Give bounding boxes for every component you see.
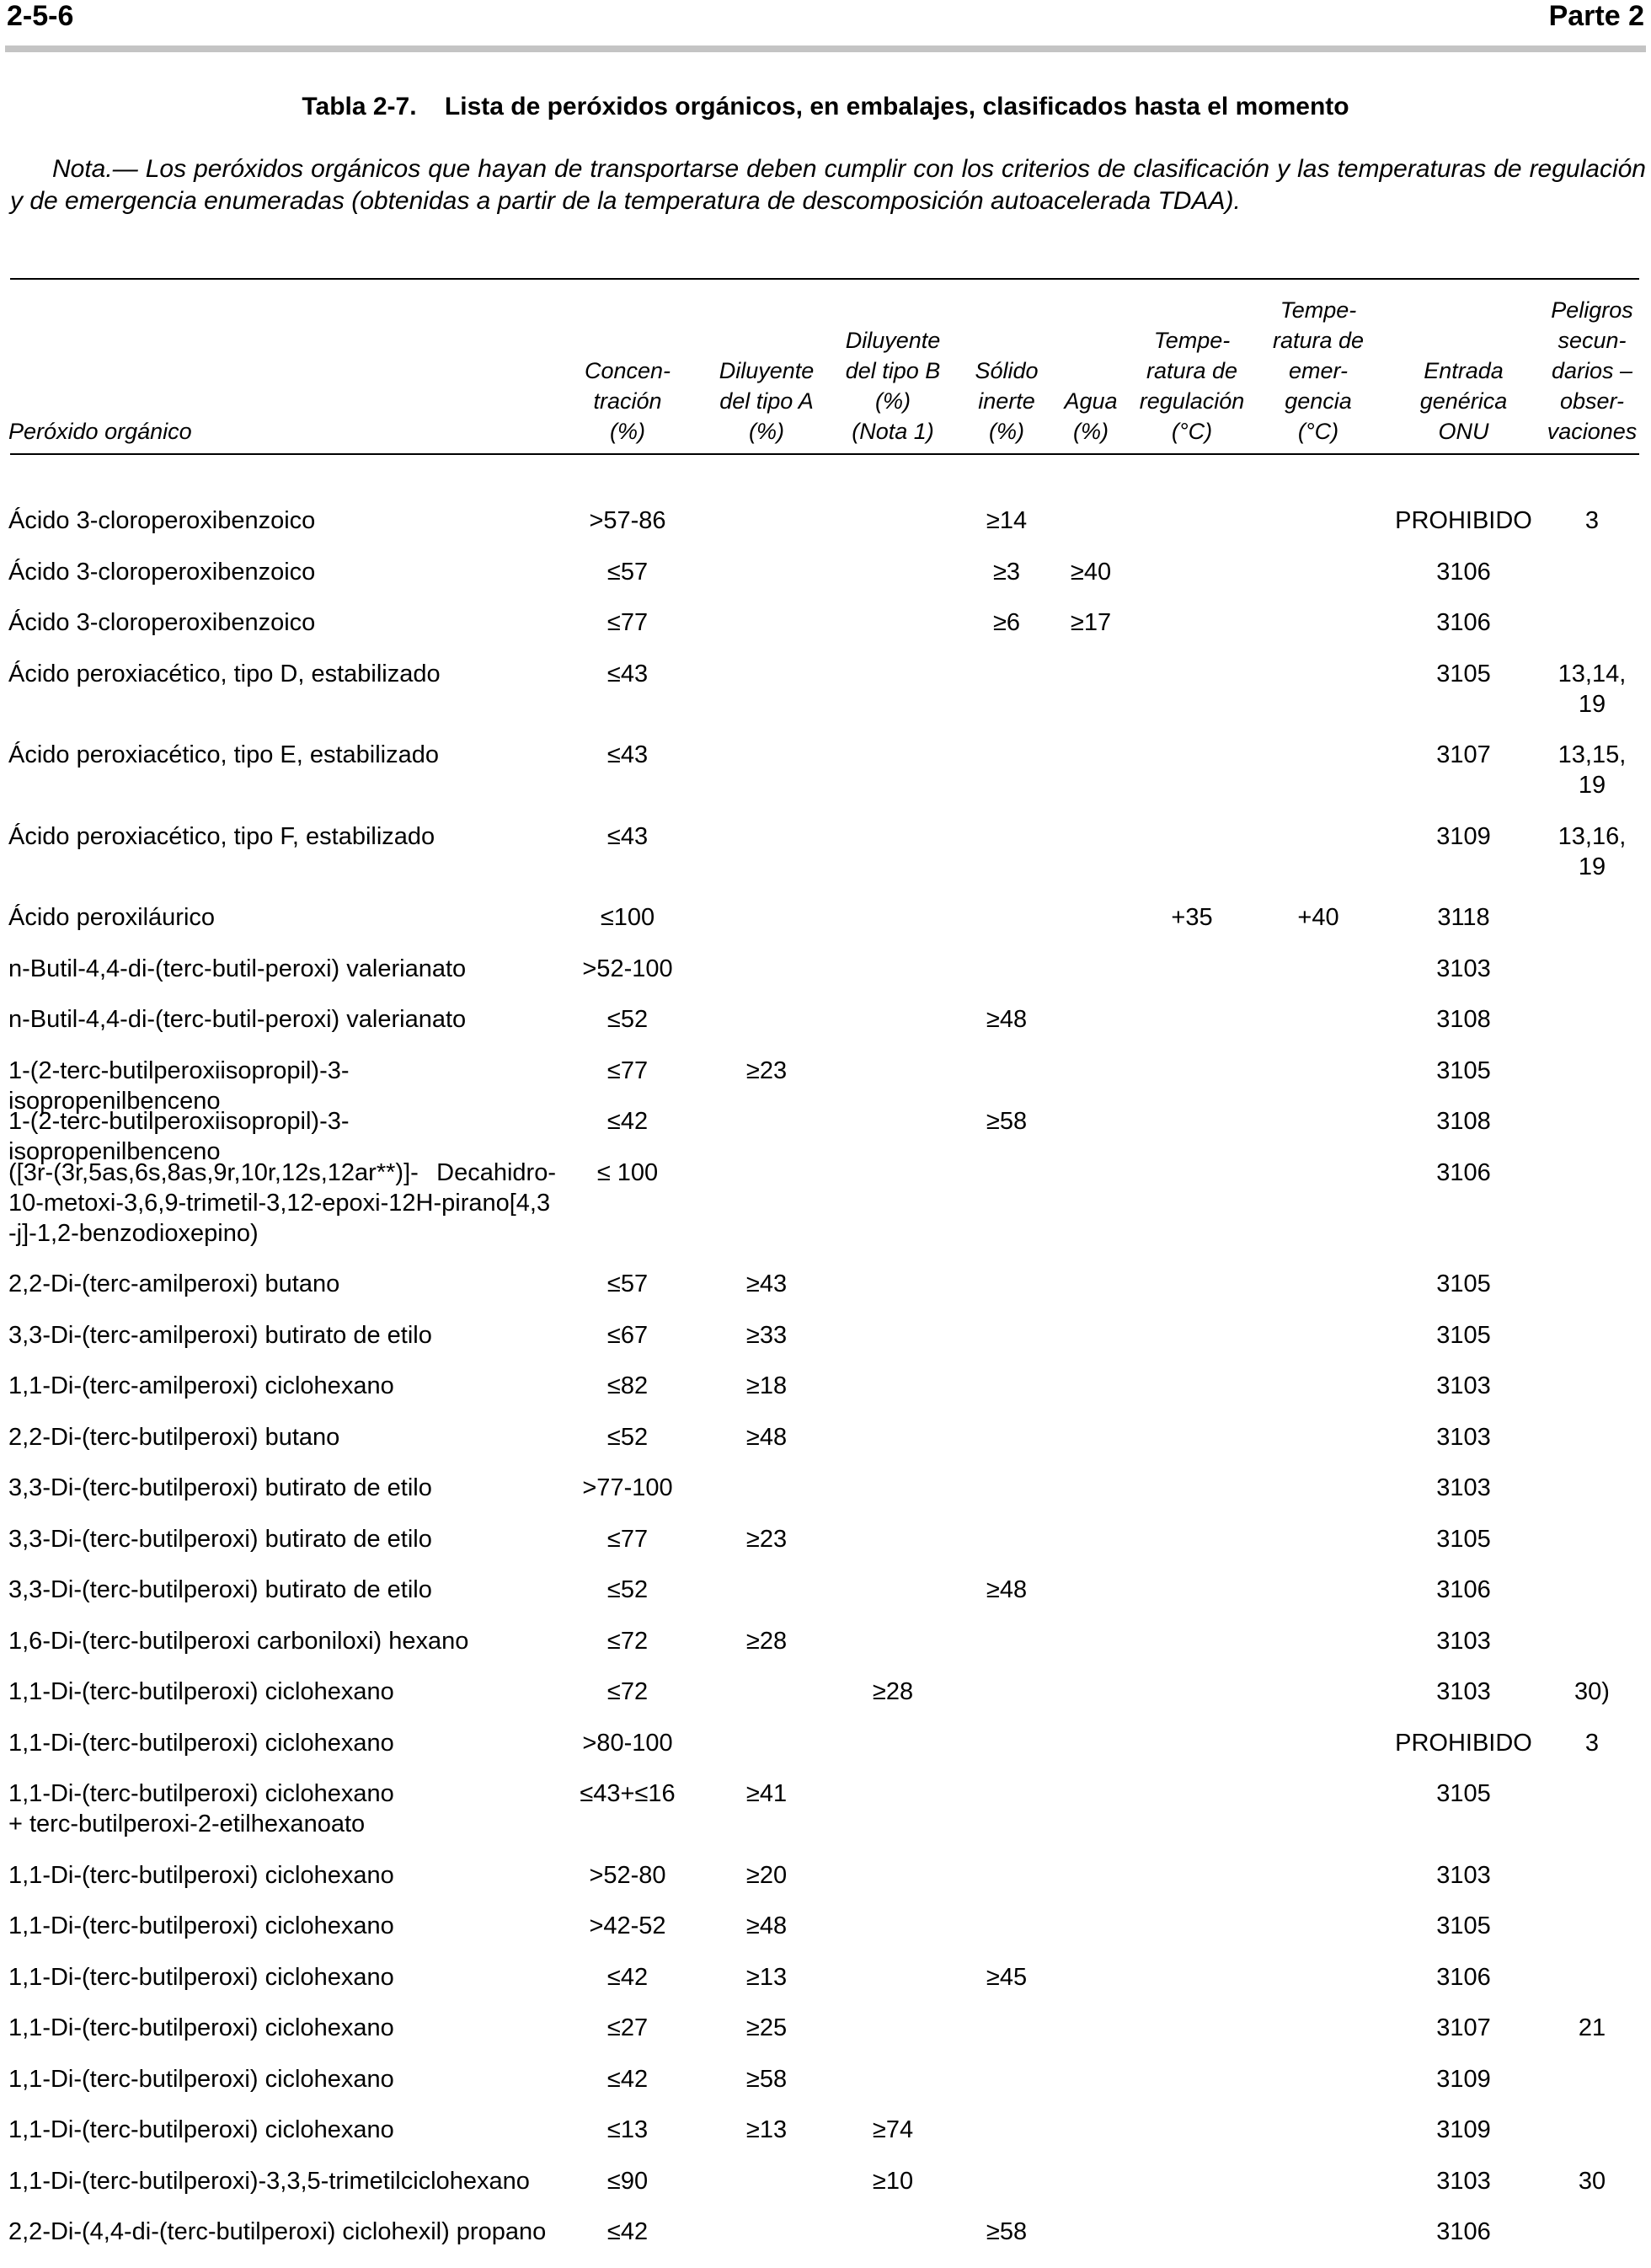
column-header-line: del tipo B <box>845 358 941 383</box>
table-row <box>0 1371 1651 1401</box>
column-header-water <box>1053 386 1129 447</box>
cell-dil-a: ≥20 <box>745 1861 788 1889</box>
cell-conc: >52-100 <box>582 955 673 982</box>
column-header-line: tración <box>593 388 662 414</box>
cell-name: 1,1-Di-(terc-butilperoxi) ciclohexano <box>8 1678 394 1705</box>
cell-solid: ≥48 <box>986 1006 1028 1033</box>
table-note: Nota.— Los peróxidos orgánicos que hayan de transportarse deben cumplir con los criterios de clasificación y las temperaturas de regulación y de emergencia enumeradas (obtenidas a partir de la temperatura de descomposición autoacelerada TDAA). <box>10 155 1646 215</box>
cell-dil-a: ≥58 <box>745 2065 788 2093</box>
page-number: 2-5-6 <box>7 0 74 32</box>
cell-name: 1,1-Di-(terc-butilperoxi) ciclohexano <box>8 1963 394 1991</box>
cell-name: 1,1-Di-(terc-butilperoxi) ciclohexano <box>8 2065 394 2093</box>
cell-dil-a: ≥48 <box>745 1912 788 1939</box>
cell-name: Ácido 3-cloroperoxibenzoico <box>8 609 316 636</box>
column-header-line: Tempe- <box>1153 328 1231 353</box>
cell-solid: ≥58 <box>986 2218 1028 2245</box>
table-row <box>0 607 1651 638</box>
cell-name: 1,1-Di-(terc-butilperoxi) ciclohexano <box>8 2014 394 2041</box>
column-header-line: Sólido <box>975 358 1039 383</box>
column-header-t-em <box>1259 295 1377 447</box>
cell-name: n-Butil-4,4-di-(terc-butil-peroxi) valerianato <box>8 1006 467 1033</box>
cell-onu: 3106 <box>1436 609 1491 636</box>
table-row <box>0 2166 1651 2196</box>
column-header-line: Tempe- <box>1280 297 1357 323</box>
cell-solid: ≥48 <box>986 1576 1028 1603</box>
table-row <box>0 1158 1651 1249</box>
table-row <box>0 1473 1651 1503</box>
cell-onu: 3107 <box>1436 2014 1491 2041</box>
cell-dil-a: ≥33 <box>745 1321 788 1349</box>
table-row <box>0 1779 1651 1839</box>
cell-conc: >77-100 <box>582 1474 673 1501</box>
cell-onu: 3106 <box>1436 558 1491 586</box>
cell-onu: PROHIBIDO <box>1395 507 1532 534</box>
cell-conc: ≤77 <box>606 1056 649 1084</box>
header-rule <box>5 45 1646 52</box>
cell-onu: 3106 <box>1436 2218 1491 2245</box>
cell-dil-a: ≥43 <box>745 1270 788 1297</box>
cell-onu: 3108 <box>1436 1006 1491 1033</box>
cell-name: 1,1-Di-(terc-butilperoxi)-3,3,5-trimetilciclohexano <box>8 2167 530 2195</box>
page-header <box>7 0 1644 42</box>
cell-solid: ≥58 <box>986 1108 1028 1135</box>
column-header-line: Peróxido orgánico <box>8 419 192 444</box>
cell-solid: ≥3 <box>992 558 1021 586</box>
cell-obs: 30) <box>1574 1678 1610 1705</box>
table-row <box>0 1860 1651 1891</box>
column-header-line: (%) <box>875 388 911 414</box>
cell-onu: 3109 <box>1436 2116 1491 2143</box>
cell-name: 2,2-Di-(4,4-di-(terc-butilperoxi) ciclohexil) propano <box>8 2218 547 2245</box>
cell-conc: ≤57 <box>606 1270 649 1297</box>
cell-conc: ≤42 <box>606 2065 649 2093</box>
column-header-line: Agua <box>1064 388 1118 414</box>
column-header-line: gencia <box>1285 388 1352 414</box>
cell-name: 3,3-Di-(terc-amilperoxi) butirato de etilo <box>8 1321 432 1349</box>
cell-onu: 3103 <box>1436 1627 1491 1655</box>
table-header-rule <box>10 453 1639 455</box>
table-row <box>0 1911 1651 1941</box>
cell-onu: 3106 <box>1436 1963 1491 1991</box>
column-header-onu <box>1390 356 1537 447</box>
cell-onu: 3103 <box>1436 1423 1491 1451</box>
cell-name: Ácido peroxiacético, tipo F, estabilizado <box>8 822 435 850</box>
table-row <box>0 2013 1651 2043</box>
cell-solid: ≥45 <box>986 1963 1028 1991</box>
column-header-line: genérica <box>1419 388 1508 414</box>
table-row <box>0 2064 1651 2094</box>
column-header-line: vaciones <box>1547 419 1638 444</box>
cell-conc: ≤43 <box>606 660 649 687</box>
column-header-line: darios – <box>1551 358 1633 383</box>
cell-solid: ≥14 <box>986 507 1028 534</box>
cell-name: Ácido 3-cloroperoxibenzoico <box>8 558 316 586</box>
table-row <box>0 1524 1651 1554</box>
cell-conc: ≤72 <box>606 1627 649 1655</box>
cell-conc: ≤77 <box>606 1525 649 1553</box>
column-header-line: (%) <box>749 419 784 444</box>
column-header-line: emer- <box>1288 358 1349 383</box>
column-header-conc <box>573 356 682 447</box>
cell-name: 3,3-Di-(terc-butilperoxi) butirato de etilo <box>8 1525 432 1553</box>
cell-obs: 30 <box>1578 2167 1606 2195</box>
cell-conc: >57-86 <box>589 507 666 534</box>
cell-onu: 3103 <box>1436 955 1491 982</box>
cell-onu: 3103 <box>1436 1861 1491 1889</box>
cell-onu: 3105 <box>1436 1912 1491 1939</box>
table-row <box>0 1106 1651 1165</box>
cell-onu: 3106 <box>1436 1576 1491 1603</box>
table-row <box>0 659 1651 719</box>
cell-conc: >52-80 <box>589 1861 666 1889</box>
column-header-line: (%) <box>989 419 1024 444</box>
cell-conc: ≤77 <box>606 609 649 636</box>
cell-conc: ≤90 <box>606 2167 649 2195</box>
table-row <box>0 1269 1651 1299</box>
cell-onu: 3103 <box>1436 1372 1491 1399</box>
column-header-line: secun- <box>1557 328 1627 353</box>
cell-dil-a: ≥41 <box>745 1780 788 1807</box>
cell-conc: ≤43 <box>606 822 649 850</box>
column-header-line: (°C) <box>1297 419 1339 444</box>
cell-conc: ≤57 <box>606 558 649 586</box>
table-row <box>0 2217 1651 2247</box>
column-header-line: (%) <box>1073 419 1109 444</box>
cell-obs: 3 <box>1584 507 1600 534</box>
cell-conc: ≤27 <box>606 2014 649 2041</box>
table-row <box>0 1575 1651 1605</box>
column-header-line: ratura de <box>1272 328 1365 353</box>
cell-dil-a: ≥13 <box>745 1963 788 1991</box>
cell-dil-b: ≥28 <box>872 1678 914 1705</box>
cell-onu: 3105 <box>1436 1321 1491 1349</box>
cell-onu: 3109 <box>1436 822 1491 850</box>
cell-conc: ≤42 <box>606 1963 649 1991</box>
table-row <box>0 557 1651 587</box>
cell-onu: 3103 <box>1436 1678 1491 1705</box>
cell-name: n-Butil-4,4-di-(terc-butil-peroxi) valerianato <box>8 955 467 982</box>
column-header-line: (%) <box>610 419 645 444</box>
table-row <box>0 954 1651 984</box>
cell-onu: 3105 <box>1436 1525 1491 1553</box>
part-label: Parte 2 <box>1548 0 1644 32</box>
table-row <box>0 1056 1651 1115</box>
table-row <box>0 2115 1651 2145</box>
column-header-line: del tipo A <box>719 388 814 414</box>
column-header-line: inerte <box>978 388 1035 414</box>
cell-name: 1,1-Di-(terc-butilperoxi) ciclohexano <box>8 2116 394 2143</box>
cell-conc: ≤67 <box>606 1321 649 1349</box>
table-row <box>0 1677 1651 1707</box>
cell-obs: 21 <box>1578 2014 1606 2041</box>
cell-dil-b: ≥10 <box>872 2167 914 2195</box>
cell-conc: ≤82 <box>606 1372 649 1399</box>
cell-conc: >42-52 <box>589 1912 666 1939</box>
table-row <box>0 740 1651 800</box>
cell-name: Ácido 3-cloroperoxibenzoico <box>8 507 316 534</box>
cell-name: 1,1-Di-(terc-butilperoxi) ciclohexano <box>8 1729 394 1757</box>
cell-onu: PROHIBIDO <box>1395 1729 1532 1757</box>
cell-name: 2,2-Di-(terc-amilperoxi) butano <box>8 1270 340 1297</box>
cell-conc: ≤52 <box>606 1006 649 1033</box>
table-row <box>0 1728 1651 1758</box>
cell-dil-a: ≥25 <box>745 2014 788 2041</box>
column-header-obs <box>1541 295 1643 447</box>
cell-obs: 3 <box>1584 1729 1600 1757</box>
cell-dil-a: ≥23 <box>745 1525 788 1553</box>
cell-onu: 3106 <box>1436 1158 1491 1186</box>
cell-onu: 3105 <box>1436 1056 1491 1084</box>
cell-conc: >80-100 <box>582 1729 673 1757</box>
cell-obs: 13,15, 19 <box>1557 741 1627 799</box>
cell-name: 3,3-Di-(terc-butilperoxi) butirato de etilo <box>8 1474 432 1501</box>
cell-onu: 3107 <box>1436 741 1491 768</box>
cell-name: ([3r-(3r,5as,6s,8as,9r,10r,12s,12ar**)]- Decahidro-10-metoxi-3,6,9-trimetil-3,12-epoxi-12H-pirano[4,3-j]-1,2-benzodioxepino) <box>8 1158 556 1247</box>
table-row <box>0 1320 1651 1351</box>
cell-onu: 3105 <box>1436 1270 1491 1297</box>
column-header-line: (Nota 1) <box>852 419 934 444</box>
table-title: Tabla 2-7. Lista de peróxidos orgánicos, en embalajes, clasificados hasta el momento <box>302 93 1349 120</box>
table-row <box>0 902 1651 933</box>
cell-conc: ≤72 <box>606 1678 649 1705</box>
column-header-t-reg <box>1133 325 1251 447</box>
table-row <box>0 821 1651 882</box>
column-header-line: regulación <box>1139 388 1245 414</box>
cell-dil-a: ≥28 <box>745 1627 788 1655</box>
cell-conc: ≤42 <box>606 1108 649 1135</box>
table-row <box>0 1422 1651 1452</box>
cell-conc: ≤43+≤16 <box>580 1780 676 1807</box>
cell-conc: ≤13 <box>606 2116 649 2143</box>
column-header-solid <box>960 356 1053 447</box>
column-header-name <box>8 416 556 447</box>
cell-name: 1,1-Di-(terc-butilperoxi) ciclohexano <box>8 1861 394 1889</box>
table-row <box>0 1626 1651 1656</box>
cell-onu: 3109 <box>1436 2065 1491 2093</box>
cell-dil-a: ≥48 <box>745 1423 788 1451</box>
cell-t-reg: +35 <box>1171 904 1213 931</box>
cell-onu: 3103 <box>1436 2167 1491 2195</box>
cell-onu: 3103 <box>1436 1474 1491 1501</box>
cell-name: 1,6-Di-(terc-butilperoxi carboniloxi) hexano <box>8 1627 469 1655</box>
cell-onu: 3105 <box>1436 1780 1491 1807</box>
cell-name: Ácido peroxiacético, tipo E, estabilizado <box>8 741 440 768</box>
cell-dil-b: ≥74 <box>872 2116 914 2143</box>
cell-solid: ≥6 <box>992 609 1021 636</box>
cell-conc: ≤52 <box>606 1423 649 1451</box>
cell-onu: 3105 <box>1436 660 1491 687</box>
cell-name: 1-(2-terc-butilperoxiisopropil)-3-isopropenilbenceno <box>8 1108 350 1165</box>
column-header-line: ratura de <box>1146 358 1238 383</box>
cell-water: ≥17 <box>1070 609 1112 636</box>
cell-water: ≥40 <box>1070 558 1112 586</box>
cell-name: 1,1-Di-(terc-butilperoxi) ciclohexano + terc-butilperoxi-2-etilhexanoato <box>8 1780 394 1837</box>
cell-t-em: +40 <box>1297 904 1339 931</box>
cell-dil-a: ≥23 <box>745 1056 788 1084</box>
column-header-line: ONU <box>1438 419 1489 444</box>
column-header-line: obser- <box>1559 388 1625 414</box>
table-top-rule <box>10 278 1639 280</box>
column-header-line: Entrada <box>1424 358 1504 383</box>
cell-name: 3,3-Di-(terc-butilperoxi) butirato de etilo <box>8 1576 432 1603</box>
cell-obs: 13,14, 19 <box>1557 660 1627 718</box>
cell-name: Ácido peroxiláurico <box>8 904 216 931</box>
cell-dil-a: ≥13 <box>745 2116 788 2143</box>
cell-conc: ≤42 <box>606 2218 649 2245</box>
cell-name: 2,2-Di-(terc-butilperoxi) butano <box>8 1423 340 1451</box>
cell-onu: 3108 <box>1436 1108 1491 1135</box>
cell-onu: 3118 <box>1437 904 1490 931</box>
cell-obs: 13,16, 19 <box>1557 822 1627 880</box>
column-header-dil-a <box>708 356 826 447</box>
column-header-line: Diluyente <box>845 328 941 353</box>
cell-dil-a: ≥18 <box>745 1372 788 1399</box>
column-header-line: (°C) <box>1171 419 1213 444</box>
table-header <box>0 286 1651 447</box>
table-body <box>0 505 1651 2268</box>
column-header-line: Diluyente <box>719 358 815 383</box>
table-row <box>0 505 1651 536</box>
cell-name: Ácido peroxiacético, tipo D, estabilizado <box>8 660 441 687</box>
cell-conc: ≤52 <box>606 1576 649 1603</box>
cell-name: 1,1-Di-(terc-butilperoxi) ciclohexano <box>8 1912 394 1939</box>
cell-conc: ≤100 <box>600 904 655 931</box>
column-header-line: Peligros <box>1551 297 1633 323</box>
cell-name: 1,1-Di-(terc-amilperoxi) ciclohexano <box>8 1372 394 1399</box>
cell-name: 1-(2-terc-butilperoxiisopropil)-3-isopropenilbenceno <box>8 1056 350 1115</box>
cell-conc: ≤ 100 <box>596 1158 659 1186</box>
table-row <box>0 1962 1651 1993</box>
table-row <box>0 1004 1651 1035</box>
cell-conc: ≤43 <box>606 741 649 768</box>
column-header-line: Concen- <box>584 358 671 383</box>
column-header-dil-b <box>834 325 952 447</box>
